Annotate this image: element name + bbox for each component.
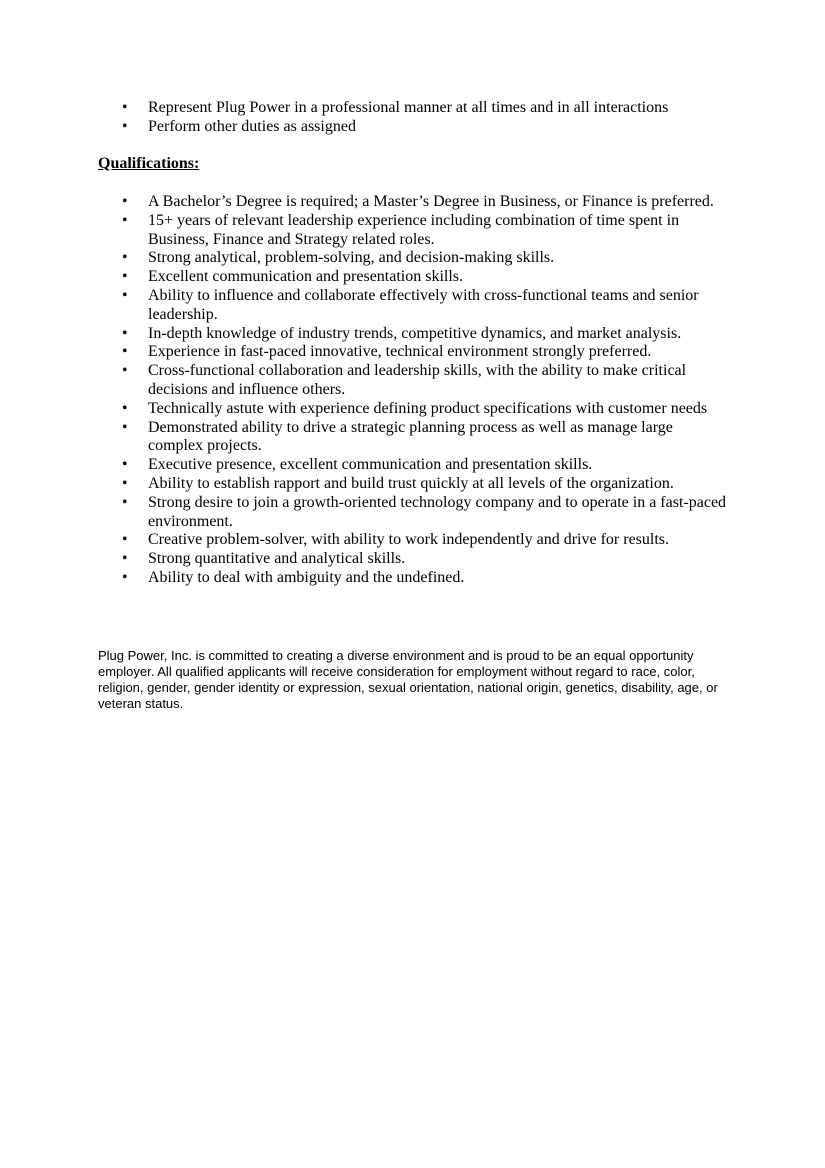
- list-item-text: In-depth knowledge of industry trends, competitive dynamics, and market analysis.: [148, 324, 682, 342]
- list-item-text: Represent Plug Power in a professional manner at all times and in all interactions: [148, 99, 669, 116]
- list-item: [118, 249, 728, 268]
- bullet-icon: •: [122, 211, 128, 229]
- list-item: [118, 212, 728, 250]
- bullet-icon: •: [122, 268, 128, 286]
- bullet-icon: •: [122, 531, 128, 549]
- list-item: [118, 569, 728, 588]
- list-item: [118, 287, 728, 325]
- list-item-text: Technically astute with experience defining product specifications with customer needs: [148, 399, 708, 417]
- list-item: [118, 550, 728, 569]
- eeo-statement: Plug Power, Inc. is committed to creating a diverse environment and is proud to be an equal opportunity employer. All qualified applicants will receive consideration for employment without regard to race, color, religion, gender, gender identity or expression, sexual orientation, national origin, genetics, disability, age, or veteran status.: [98, 648, 718, 711]
- qualifications-heading: Qualifications:: [98, 155, 200, 172]
- bullet-icon: •: [122, 474, 128, 492]
- bullet-icon: •: [122, 99, 128, 116]
- list-item-text: Ability to influence and collaborate effectively with cross-functional teams and senior leadership.: [148, 286, 699, 323]
- list-item-text: Cross-functional collaboration and leadership skills, with the ability to make critical decisions and influence others.: [148, 362, 687, 398]
- list-item-text: Demonstrated ability to drive a strategic planning process as well as manage large complex projects.: [148, 418, 673, 455]
- list-item-text: Excellent communication and presentation skills.: [148, 268, 464, 286]
- bullet-icon: •: [122, 324, 128, 342]
- bullet-icon: •: [122, 456, 128, 474]
- list-item-text: Strong desire to join a growth-oriented technology company and to operate in a fast-paced environment.: [148, 493, 727, 530]
- list-item: [118, 99, 728, 118]
- list-item: [118, 400, 728, 419]
- list-item: [118, 531, 728, 550]
- list-item-text: Perform other duties as assigned: [148, 117, 356, 135]
- list-item: [118, 193, 728, 212]
- bullet-icon: •: [122, 286, 128, 304]
- list-item: [118, 475, 728, 494]
- list-item: [118, 118, 728, 137]
- list-item: [118, 494, 728, 532]
- list-item-text: Creative problem-solver, with ability to work independently and drive for results.: [148, 531, 670, 549]
- bullet-icon: •: [122, 343, 128, 361]
- bullet-icon: •: [122, 493, 128, 511]
- bullet-icon: •: [122, 117, 128, 135]
- list-item-text: Ability to deal with ambiguity and the undefined.: [148, 568, 465, 586]
- list-item: [118, 268, 728, 287]
- bullet-icon: •: [122, 399, 128, 417]
- list-item-text: Strong quantitative and analytical skills.: [148, 550, 406, 568]
- list-item-text: A Bachelor’s Degree is required; a Master’s Degree in Business, or Finance is preferred.: [148, 193, 714, 210]
- list-item-text: 15+ years of relevant leadership experience including combination of time spent in Business, Finance and Strategy related roles.: [148, 211, 680, 248]
- list-item: [118, 419, 728, 457]
- bullet-icon: •: [122, 362, 128, 380]
- list-item-text: Experience in fast-paced innovative, technical environment strongly preferred.: [148, 343, 652, 361]
- list-item-text: Strong analytical, problem-solving, and decision-making skills.: [148, 249, 555, 267]
- qualifications-list: [118, 193, 728, 588]
- list-item-text: Ability to establish rapport and build trust quickly at all levels of the organization.: [148, 474, 674, 492]
- list-item: [118, 343, 728, 362]
- list-item: [118, 362, 728, 400]
- bullet-icon: •: [122, 249, 128, 267]
- bullet-icon: •: [122, 550, 128, 568]
- bullet-icon: •: [122, 193, 128, 210]
- list-item: [118, 456, 728, 475]
- bullet-icon: •: [122, 568, 128, 586]
- list-item: [118, 325, 728, 344]
- bullet-icon: •: [122, 418, 128, 436]
- list-item-text: Executive presence, excellent communication and presentation skills.: [148, 456, 593, 474]
- responsibilities-list: [118, 99, 728, 137]
